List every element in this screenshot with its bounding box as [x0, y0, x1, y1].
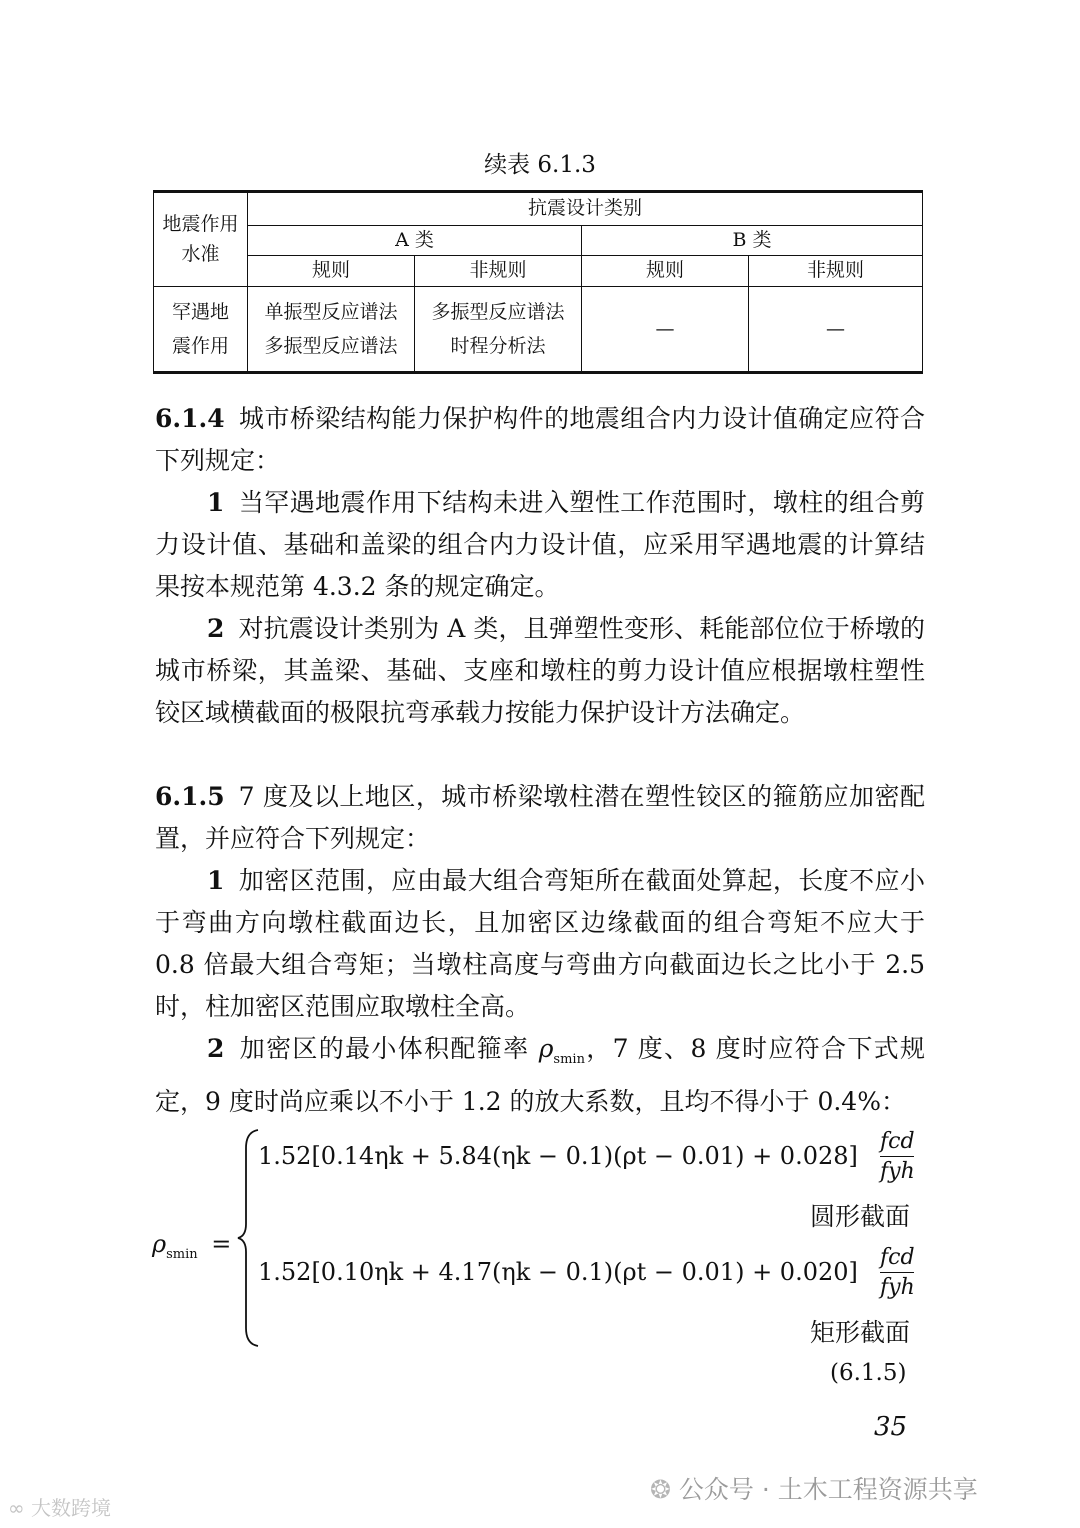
item-text: 加密区范围，应由最大组合弯矩所在截面处算起，长度不应小于弯曲方向墩柱截面边长，且加密区边缘截面的组合弯矩不应大于 0.8 倍最大组合弯矩；当墩柱高度与弯曲方向截面边长之比小于 2.5 时，柱加密区范围应取墩柱全高。: [155, 866, 925, 1021]
formula-fraction: fcd fyh: [880, 1129, 915, 1184]
item-number: 2: [207, 614, 225, 643]
item-text: 对抗震设计类别为 A 类，且弹塑性变形、耗能部位位于桥墩的城市桥梁，其盖梁、基础、支座和墩柱的剪力设计值应根据墩柱塑性铰区域横截面的极限抗弯承载力按能力保护设计方法确定。: [155, 614, 925, 727]
label-rectangular-section: 矩形截面: [810, 1318, 911, 1347]
table-cell: —: [749, 287, 923, 373]
item-text: 当罕遇地震作用下结构未进入塑性工作范围时，墩柱的组合剪力设计值、基础和盖梁的组合内力设计值，应采用罕遇地震的计算结果按本规范第 4.3.2 条的规定确定。: [155, 488, 925, 601]
watermark-wechat: ❂ 公众号 · 土木工程资源共享: [650, 1475, 978, 1504]
clause-text: 城市桥梁结构能力保护构件的地震组合内力设计值确定应符合下列规定：: [155, 404, 925, 475]
table-caption: 续表 6.1.3: [484, 152, 596, 178]
clause-number: 6.1.4: [155, 404, 225, 433]
page-number: 35: [874, 1412, 908, 1442]
clause-6-1-4: [155, 398, 925, 734]
header-cell-regular: 规则: [582, 256, 749, 287]
item-number: 1: [207, 488, 225, 517]
header-cell-class-a: A 类: [248, 226, 582, 256]
label-circular-section: 圆形截面: [810, 1202, 911, 1231]
equation-number: (6.1.5): [830, 1360, 907, 1386]
chain-icon: ∞: [8, 1496, 25, 1520]
table-cell: 多振型反应谱法 时程分析法: [415, 287, 582, 373]
formula-line-circular: 1.52[0.14ηk + 5.84(ηk − 0.1)(ρt − 0.01) + 0.028]: [258, 1142, 858, 1170]
item-number: 1: [207, 866, 225, 895]
formula-line-rectangular: 1.52[0.10ηk + 4.17(ηk − 0.1)(ρt − 0.01) + 0.020]: [258, 1258, 858, 1286]
watermark-bottom-left: ∞ 大数跨境: [8, 1496, 112, 1520]
table-cell: —: [582, 287, 749, 373]
header-cell-design-class: 抗震设计类别: [248, 192, 923, 226]
item-number: 2: [207, 1034, 225, 1063]
table-cell: 单振型反应谱法 多振型反应谱法: [248, 287, 415, 373]
formula-lhs: $\rho_{smin}$ =: [152, 1230, 232, 1262]
seismic-method-table: [153, 190, 923, 374]
header-cell-regular: 规则: [248, 256, 415, 287]
clause-text: 7 度及以上地区，城市桥梁墩柱潜在塑性铰区的箍筋应加密配置，并应符合下列规定：: [155, 782, 925, 853]
header-cell-class-b: B 类: [582, 226, 923, 256]
clause-6-1-5: 6.1.5 7 度及以上地区，城市桥梁墩柱潜在塑性铰区的箍筋应加密配置，并应符合下列规定： 1 加密区范围，应由最大组合弯矩所在截面处算起，长度不应小于弯曲方向墩柱截面边长，且加密区边缘截面的组合弯矩不应大于 0.8 倍最大组合弯矩；当墩柱高度与弯曲方向截面边长之比小于 2.5 时，柱加密区范围应取墩柱全高。 2 加密区的最小体积配箍率 $\rho_{smin}$，7 度、8 度时应符合下式规定，9 度时尚应乘以不小于 1.2 的放大系数，且均不得小于 0.4%：: [155, 782, 925, 1116]
formula-fraction: fcd fyh: [880, 1245, 915, 1300]
clause-number: 6.1.5: [155, 782, 225, 811]
wechat-icon: ❂: [650, 1475, 671, 1504]
row-label-rare-earthquake: 罕遇地 震作用: [154, 287, 248, 373]
header-cell-irregular: 非规则: [749, 256, 923, 287]
rho-smin-symbol: $\rho_{smin}$: [538, 1034, 585, 1067]
header-cell-level: 地震作用 水准: [154, 192, 248, 287]
header-cell-irregular: 非规则: [415, 256, 582, 287]
